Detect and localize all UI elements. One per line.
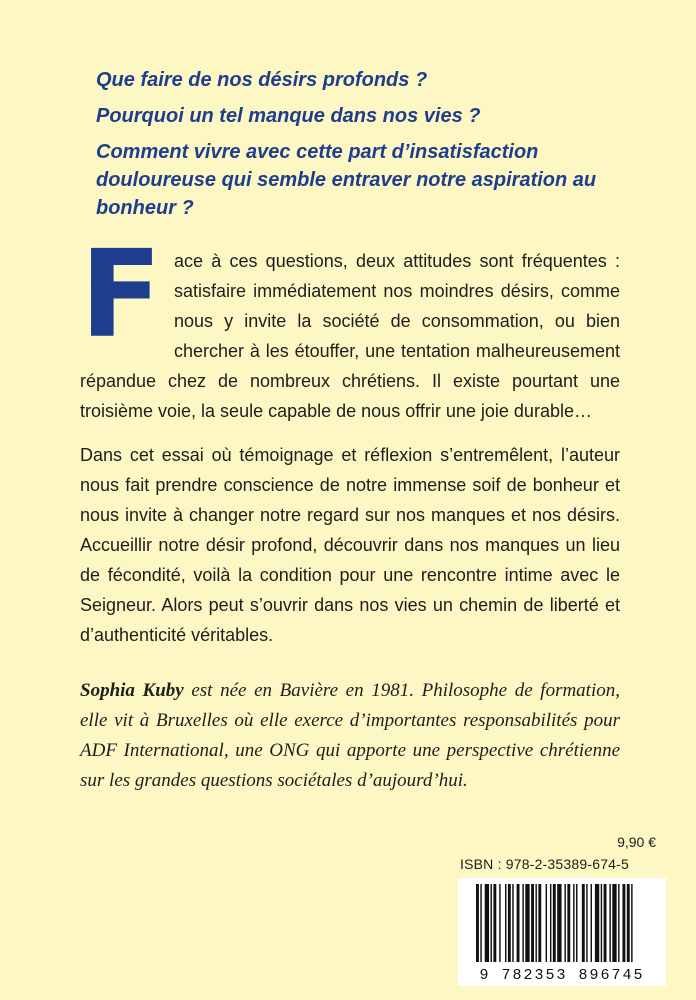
barcode-bar [485, 884, 489, 962]
barcode-bar [586, 884, 587, 962]
price-label: 9,90 € [617, 834, 656, 850]
barcode-bar [582, 884, 585, 962]
barcode-bar [604, 884, 607, 962]
barcode-bar [535, 884, 536, 962]
barcode-bar [522, 884, 523, 962]
author-bio-text: est née en Bavière en 1981. Philosophe de formation, elle vit à Bruxelles où elle exerce d’importantes responsabilités pour ADF International, une ONG qui apporte une perspective chrétienne sur les grandes questions sociétales d’aujourd’hui. [80, 680, 620, 791]
barcode-bar [564, 884, 565, 962]
drop-cap-letter: F [80, 226, 160, 365]
author-name: Sophia Kuby [80, 680, 184, 701]
barcode-bar [525, 884, 529, 962]
barcode-bar [595, 884, 599, 962]
barcode-bar [609, 884, 610, 962]
barcode-bar [491, 884, 492, 962]
intro-paragraph-text: ace à ces questions, deux attitudes sont fréquentes : satisfaire immédiatement nos moindres désirs, comme nous y invite la société de consommation, ou bien chercher à les étouffer, une tentation malheureusement répandue chez de nombreux chrétiens. Il existe pourtant une troisième voie, la seule capable de nous offrir une joie durable… [80, 251, 620, 421]
barcode-bar [618, 884, 619, 962]
barcode-bar [499, 884, 500, 962]
barcode-bar [591, 884, 592, 962]
barcode-bar [517, 884, 520, 962]
barcode-bar [508, 884, 511, 962]
barcode-bar [576, 884, 577, 962]
question-1: Que faire de nos désirs profonds ? [96, 69, 428, 91]
essay-paragraph: Dans cet essai où témoignage et réflexion s’entremêlent, l’auteur nous fait prendre conscience de notre immense soif de bonheur et nous invite à changer notre regard sur nos manques et nos désirs. Accueillir notre désir profond, découvrir dans nos manques un lieu de fécondité, voilà la condition pour une rencontre intime avec le Seigneur. Alors peut s’ouvrir dans nos vies un chemin de liberté et d’authenticité véritables. [80, 445, 620, 645]
barcode-bar [476, 884, 479, 962]
question-3: Comment vivre avec cette part d’insatisfaction douloureuse qui semble entraver notre aspiration au bonheur ? [96, 141, 597, 219]
intro-paragraph [80, 226, 620, 426]
barcode-bar [546, 884, 547, 962]
barcode-bars [458, 878, 666, 966]
barcode-bar [567, 884, 570, 962]
barcode-bar [557, 884, 561, 962]
barcode-bar [538, 884, 541, 962]
barcode-bar [512, 884, 513, 962]
question-list [96, 66, 656, 230]
barcode-digits: 9 782353 896745 [479, 967, 645, 984]
barcode-bar [550, 884, 551, 962]
barcode-bar [493, 884, 496, 962]
barcode-bar [573, 884, 574, 962]
isbn-label: ISBN : 978-2-35389-674-5 [460, 856, 630, 872]
barcode-bar [553, 884, 556, 962]
barcode-bar [627, 884, 630, 962]
barcode-bar [505, 884, 506, 962]
question-2: Pourquoi un tel manque dans nos vies ? [96, 105, 481, 127]
barcode-bar [612, 884, 616, 962]
barcode [458, 878, 666, 986]
author-bio [80, 676, 620, 796]
barcode-bar [631, 884, 632, 962]
barcode-bar [601, 884, 602, 962]
barcode-bar [531, 884, 534, 962]
barcode-bar [622, 884, 625, 962]
barcode-bar [480, 884, 481, 962]
